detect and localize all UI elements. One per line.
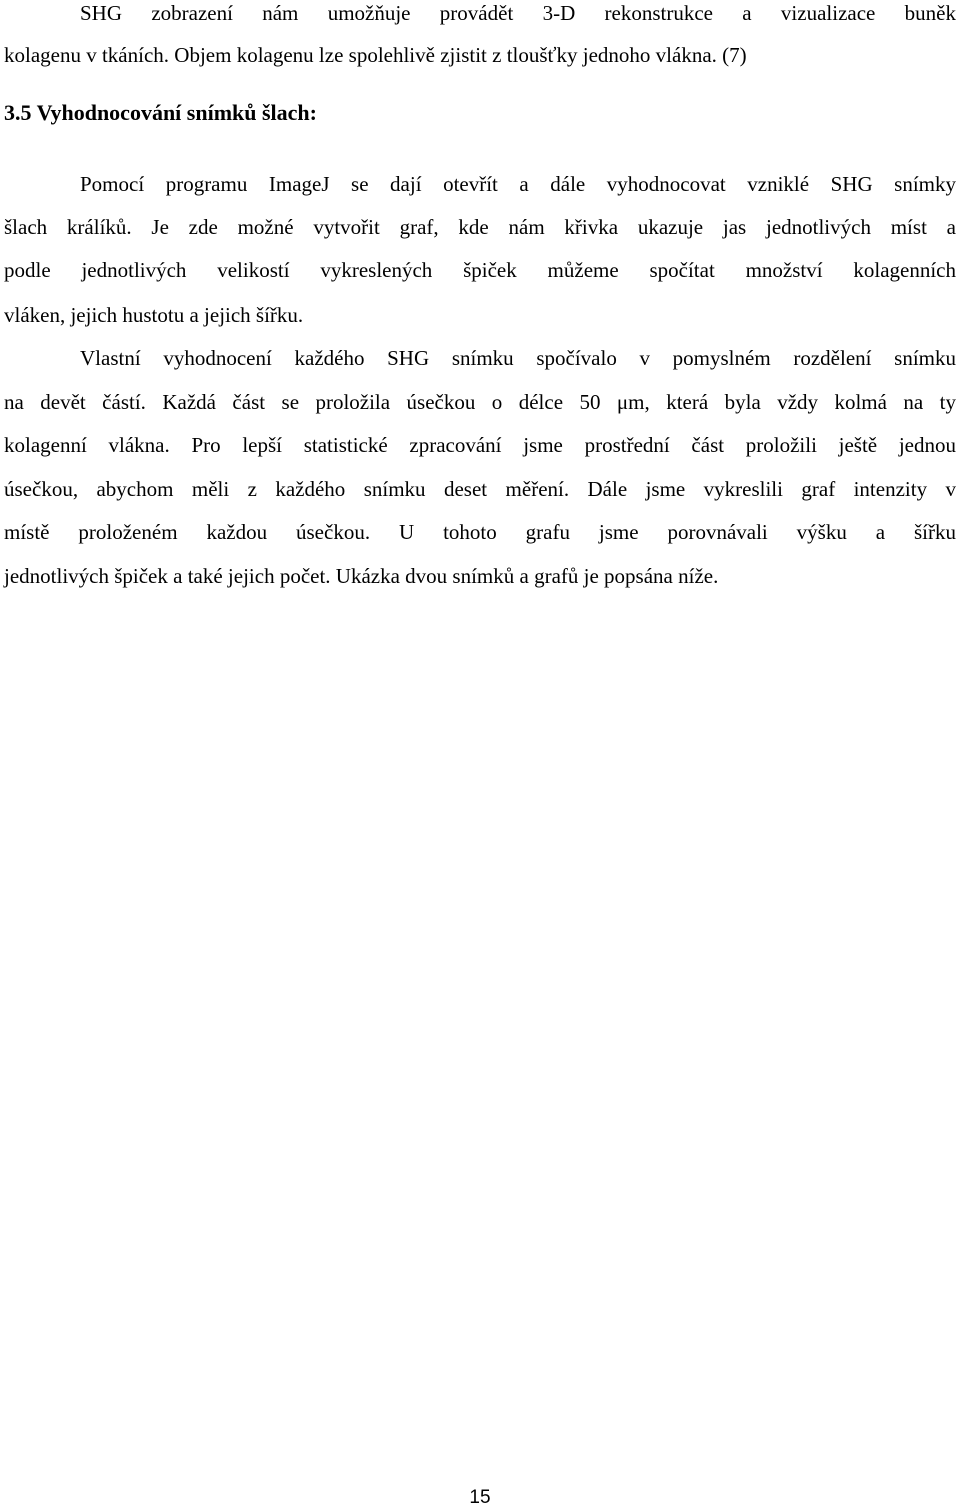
text-line: Vlastní vyhodnocení každého SHG snímku spočívalo v pomyslném rozdělení snímku — [80, 346, 956, 370]
page-number: 15 — [469, 1487, 491, 1508]
text-line: vláken, jejich hustotu a jejich šířku. — [4, 303, 304, 327]
text-line: místě proloženém každou úsečkou. U tohoto grafu jsme porovnávali výšku a šířku — [4, 520, 956, 544]
text-line: Pomocí programu ImageJ se dají otevřít a dále vyhodnocovat vzniklé SHG snímky — [80, 172, 956, 196]
text-line: podle jednotlivých velikostí vykreslených špiček můžeme spočítat množství kolagenních — [4, 258, 956, 282]
text-line: šlach králíků. Je zde možné vytvořit graf, kde nám křivka ukazuje jas jednotlivých míst a — [4, 215, 956, 239]
text-line: jednotlivých špiček a také jejich počet. Ukázka dvou snímků a grafů je popsána níže. — [4, 564, 719, 588]
text-line: úsečkou, abychom měli z každého snímku deset měření. Dále jsme vykreslili graf intenzity v — [4, 477, 956, 501]
text-line: kolagenní vlákna. Pro lepší statistické zpracování jsme prostřední část proložili ještě jednou — [4, 433, 956, 457]
text-line: SHG zobrazení nám umožňuje provádět 3-D rekonstrukce a vizualizace buněk — [80, 1, 956, 25]
section-heading: 3.5 Vyhodnocování snímků šlach: — [4, 100, 317, 125]
text-line: kolagenu v tkáních. Objem kolagenu lze spolehlivě zjistit z tloušťky jednoho vlákna. (7) — [4, 43, 747, 67]
text-line: na devět částí. Každá část se proložila úsečkou o délce 50 μm, která byla vždy kolmá na ty — [4, 390, 956, 414]
